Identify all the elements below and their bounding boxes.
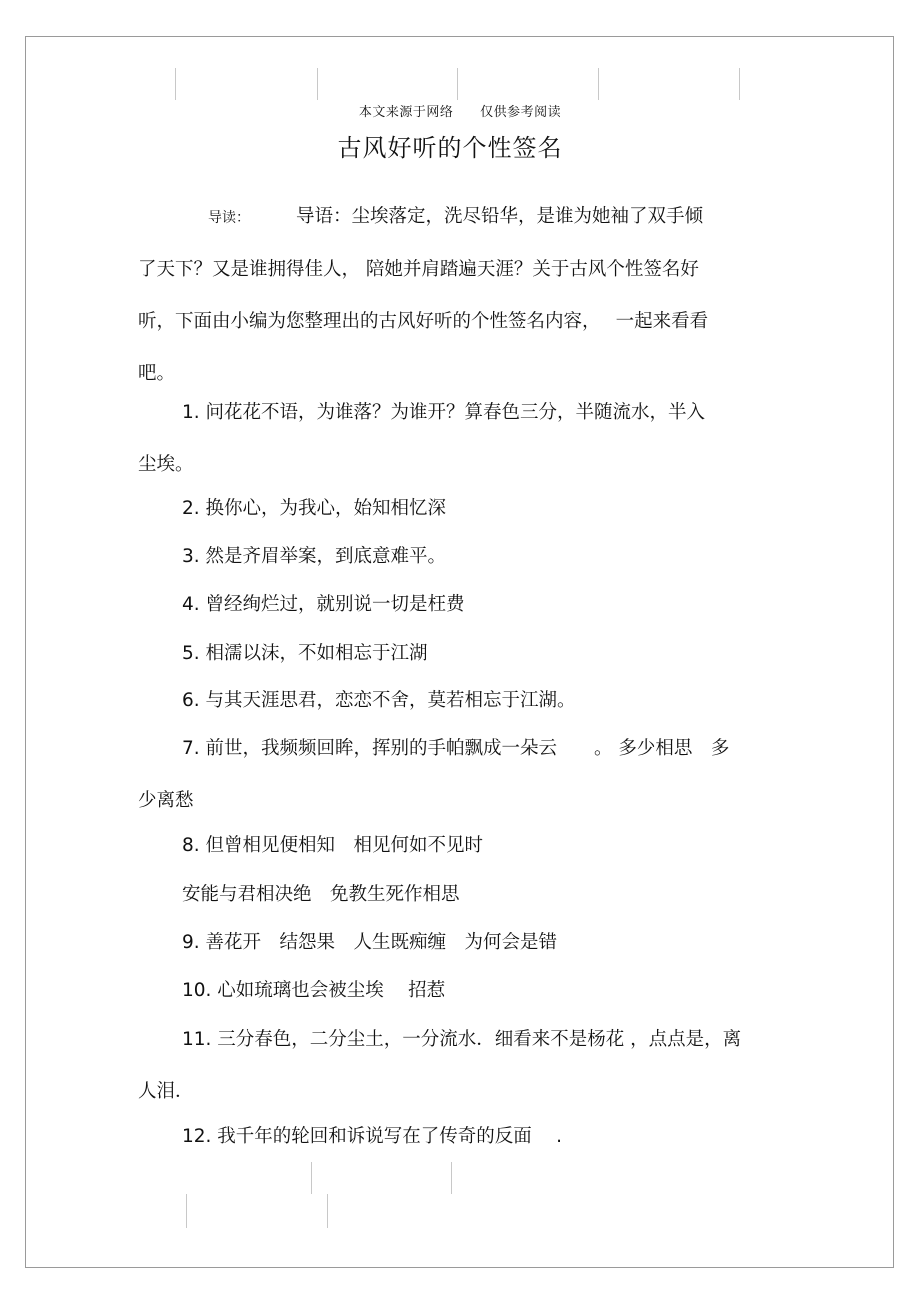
- list-item-text: 12. 我千年的轮回和诉说写在了传奇的反面 .: [182, 1126, 563, 1147]
- lead-line: [138, 191, 778, 244]
- source-note: [0, 101, 920, 120]
- list-item-continuation: 少离愁: [138, 790, 194, 811]
- list-item: [138, 483, 778, 535]
- source-note-left: 本文来源于网络: [358, 105, 454, 120]
- list-item: [138, 1014, 778, 1118]
- header-tick: [317, 68, 318, 100]
- lead-paragraph: [138, 191, 778, 400]
- list-item-continuation: 尘埃。: [138, 454, 194, 475]
- header-tick: [739, 68, 740, 100]
- footer-tick: [311, 1162, 312, 1194]
- lead-line: 吧。: [138, 363, 176, 384]
- header-tick: [457, 68, 458, 100]
- list-item-text: 6. 与其天涯思君，恋恋不舍，莫若相忘于江湖。: [182, 690, 576, 711]
- list-item: [138, 723, 778, 827]
- lead-label: 导读：: [208, 210, 250, 226]
- lead-text: 导语：尘埃落定，洗尽铅华，是谁为她袖了双手倾: [296, 206, 704, 227]
- list-item-text: 8. 但曾相见便相知 相见何如不见时: [182, 835, 484, 856]
- list-item-text: 5. 相濡以沫，不如相忘于江湖: [182, 643, 428, 664]
- footer-tick: [186, 1194, 187, 1228]
- document-title: 古风好听的个性签名: [337, 134, 563, 162]
- footer-tick: [327, 1194, 328, 1228]
- list-item: [138, 917, 778, 969]
- list-item-text: 2. 换你心，为我心，始知相忆深: [182, 498, 447, 519]
- list-item-continuation: 人泪．: [138, 1081, 194, 1102]
- lead-line: 了天下？又是谁拥得佳人， 陪她并肩踏遍天涯？关于古风个性签名好: [138, 259, 699, 280]
- list-item-text: 3. 然是齐眉举案，到底意难平。: [182, 546, 447, 567]
- list-item: [138, 628, 778, 680]
- header-tick: [598, 68, 599, 100]
- list-item: [138, 965, 778, 1017]
- lead-line: 听，下面由小编为您整理出的古风好听的个性签名内容， 一起来看看: [138, 311, 709, 332]
- list-item-text: 9. 善花开 结怨果 人生既痴缠 为何会是错: [182, 932, 558, 953]
- list-item: [138, 820, 778, 872]
- list-item-text: 安能与君相决绝 免教生死作相思: [182, 884, 460, 905]
- list-item-text: 7. 前世，我频频回眸，挥别的手帕飘成一朵云 。 多少相思 多: [182, 738, 730, 759]
- list-item: [138, 579, 778, 631]
- list-item: [138, 675, 778, 727]
- footer-tick: [451, 1162, 452, 1194]
- list-item-text: 11. 三分春色，二分尘土，一分流水．细看来不是杨花 ，点点是，离: [182, 1029, 742, 1050]
- list-item: [138, 869, 778, 921]
- list-item-text: 4. 曾经绚烂过，就别说一切是枉费: [182, 594, 465, 615]
- source-note-right: 仅供参考阅读: [480, 105, 562, 120]
- list-item: [138, 387, 778, 491]
- header-tick: [175, 68, 176, 100]
- list-item-text: 1. 问花花不语，为谁落？为谁开？算春色三分，半随流水，半入: [182, 402, 706, 423]
- list-item: [138, 1111, 778, 1163]
- list-item-text: 10. 心如琉璃也会被尘埃 招惹: [182, 980, 446, 1001]
- list-item: [138, 531, 778, 583]
